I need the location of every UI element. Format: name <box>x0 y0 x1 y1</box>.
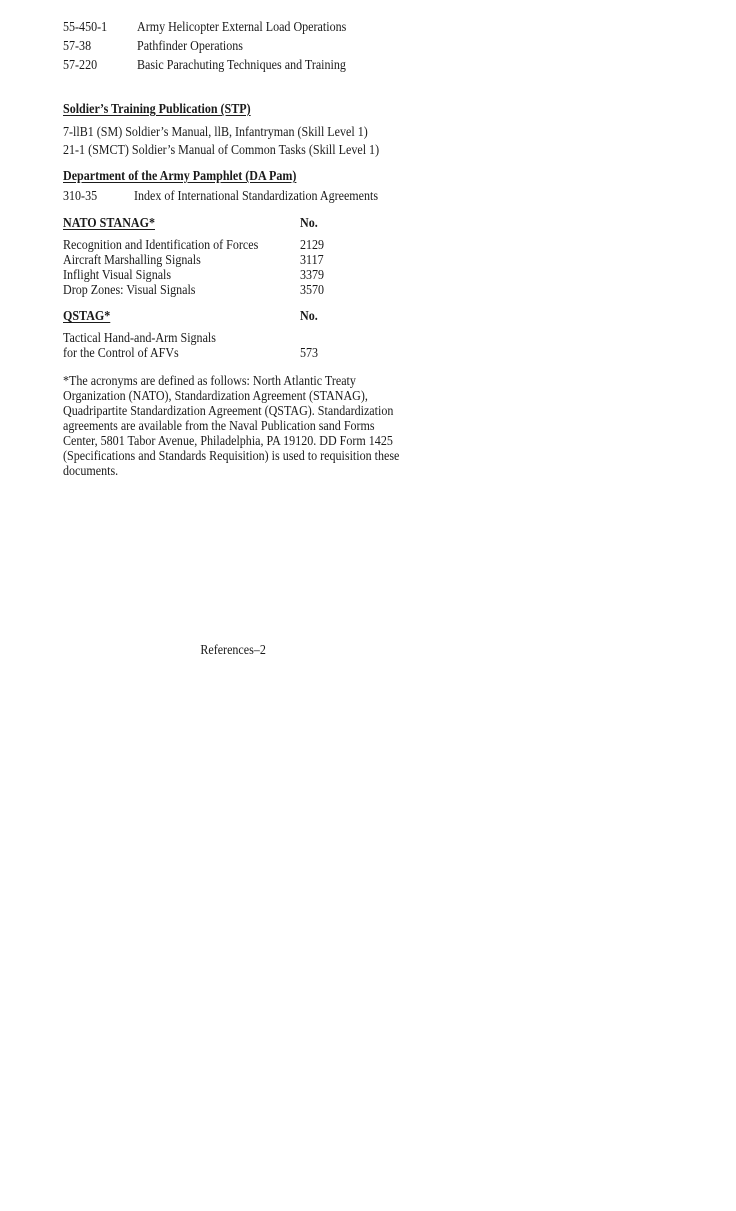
nato-table-header <box>63 215 363 233</box>
reference-title: Pathfinder Operations <box>137 39 243 54</box>
page-footer <box>0 642 466 660</box>
qstag-row-no: 573 <box>300 346 319 361</box>
table-row <box>63 283 363 298</box>
nato-col-no: No. <box>300 216 318 231</box>
stp-item: 21-1 (SMCT) Soldier’s Manual of Common Tasks (Skill Level 1) <box>63 143 380 158</box>
nato-row-name: Recognition and Identification of Forces <box>63 238 259 253</box>
qstag-row-name-line2: for the Control of AFVs <box>63 346 179 361</box>
table-row <box>63 268 363 283</box>
table-row <box>63 253 363 268</box>
nato-row-name: Aircraft Marshalling Signals <box>63 253 201 268</box>
table-row <box>63 346 363 361</box>
nato-row-no: 3117 <box>300 253 324 268</box>
reference-number: 57-38 <box>63 39 92 54</box>
stp-item: 7-llB1 (SM) Soldier’s Manual, llB, Infantryman (Skill Level 1) <box>63 125 368 140</box>
reference-title: Basic Parachuting Techniques and Training <box>137 58 346 73</box>
da-pam-title: Index of International Standardization Agreements <box>134 189 379 204</box>
qstag-col-no: No. <box>300 309 318 324</box>
reference-number: 57-220 <box>63 58 98 73</box>
nato-heading: NATO STANAG* <box>63 216 155 231</box>
qstag-row-name-line1: Tactical Hand-and-Arm Signals <box>63 331 216 346</box>
nato-row-name: Inflight Visual Signals <box>63 268 172 283</box>
da-pam-heading: Department of the Army Pamphlet (DA Pam) <box>63 169 297 184</box>
nato-row-no: 2129 <box>300 238 325 253</box>
footnote: *The acronyms are defined as follows: North Atlantic Treaty Organization (NATO), Standardization Agreement (STANAG), Quadripartite Standardization Agreement (QSTAG). Standardization agreements are available from the Naval Publication sand Forms Center, 5801 Tabor Avenue, Philadelphia, PA 19120. DD Form 1425 (Specifications and Standards Requisition) is used to requisition these documents. <box>63 374 400 479</box>
qstag-heading: QSTAG* <box>63 309 111 324</box>
reference-number: 55-450-1 <box>63 20 108 35</box>
reference-title: Army Helicopter External Load Operations <box>137 20 347 35</box>
table-row <box>63 238 363 253</box>
nato-row-name: Drop Zones: Visual Signals <box>63 283 196 298</box>
qstag-table-header <box>63 308 363 326</box>
stp-heading: Soldier’s Training Publication (STP) <box>63 102 251 117</box>
table-row <box>63 331 363 346</box>
nato-row-no: 3379 <box>300 268 325 283</box>
da-pam-number: 310-35 <box>63 189 98 204</box>
page-number: References–2 <box>200 643 266 658</box>
nato-row-no: 3570 <box>300 283 325 298</box>
